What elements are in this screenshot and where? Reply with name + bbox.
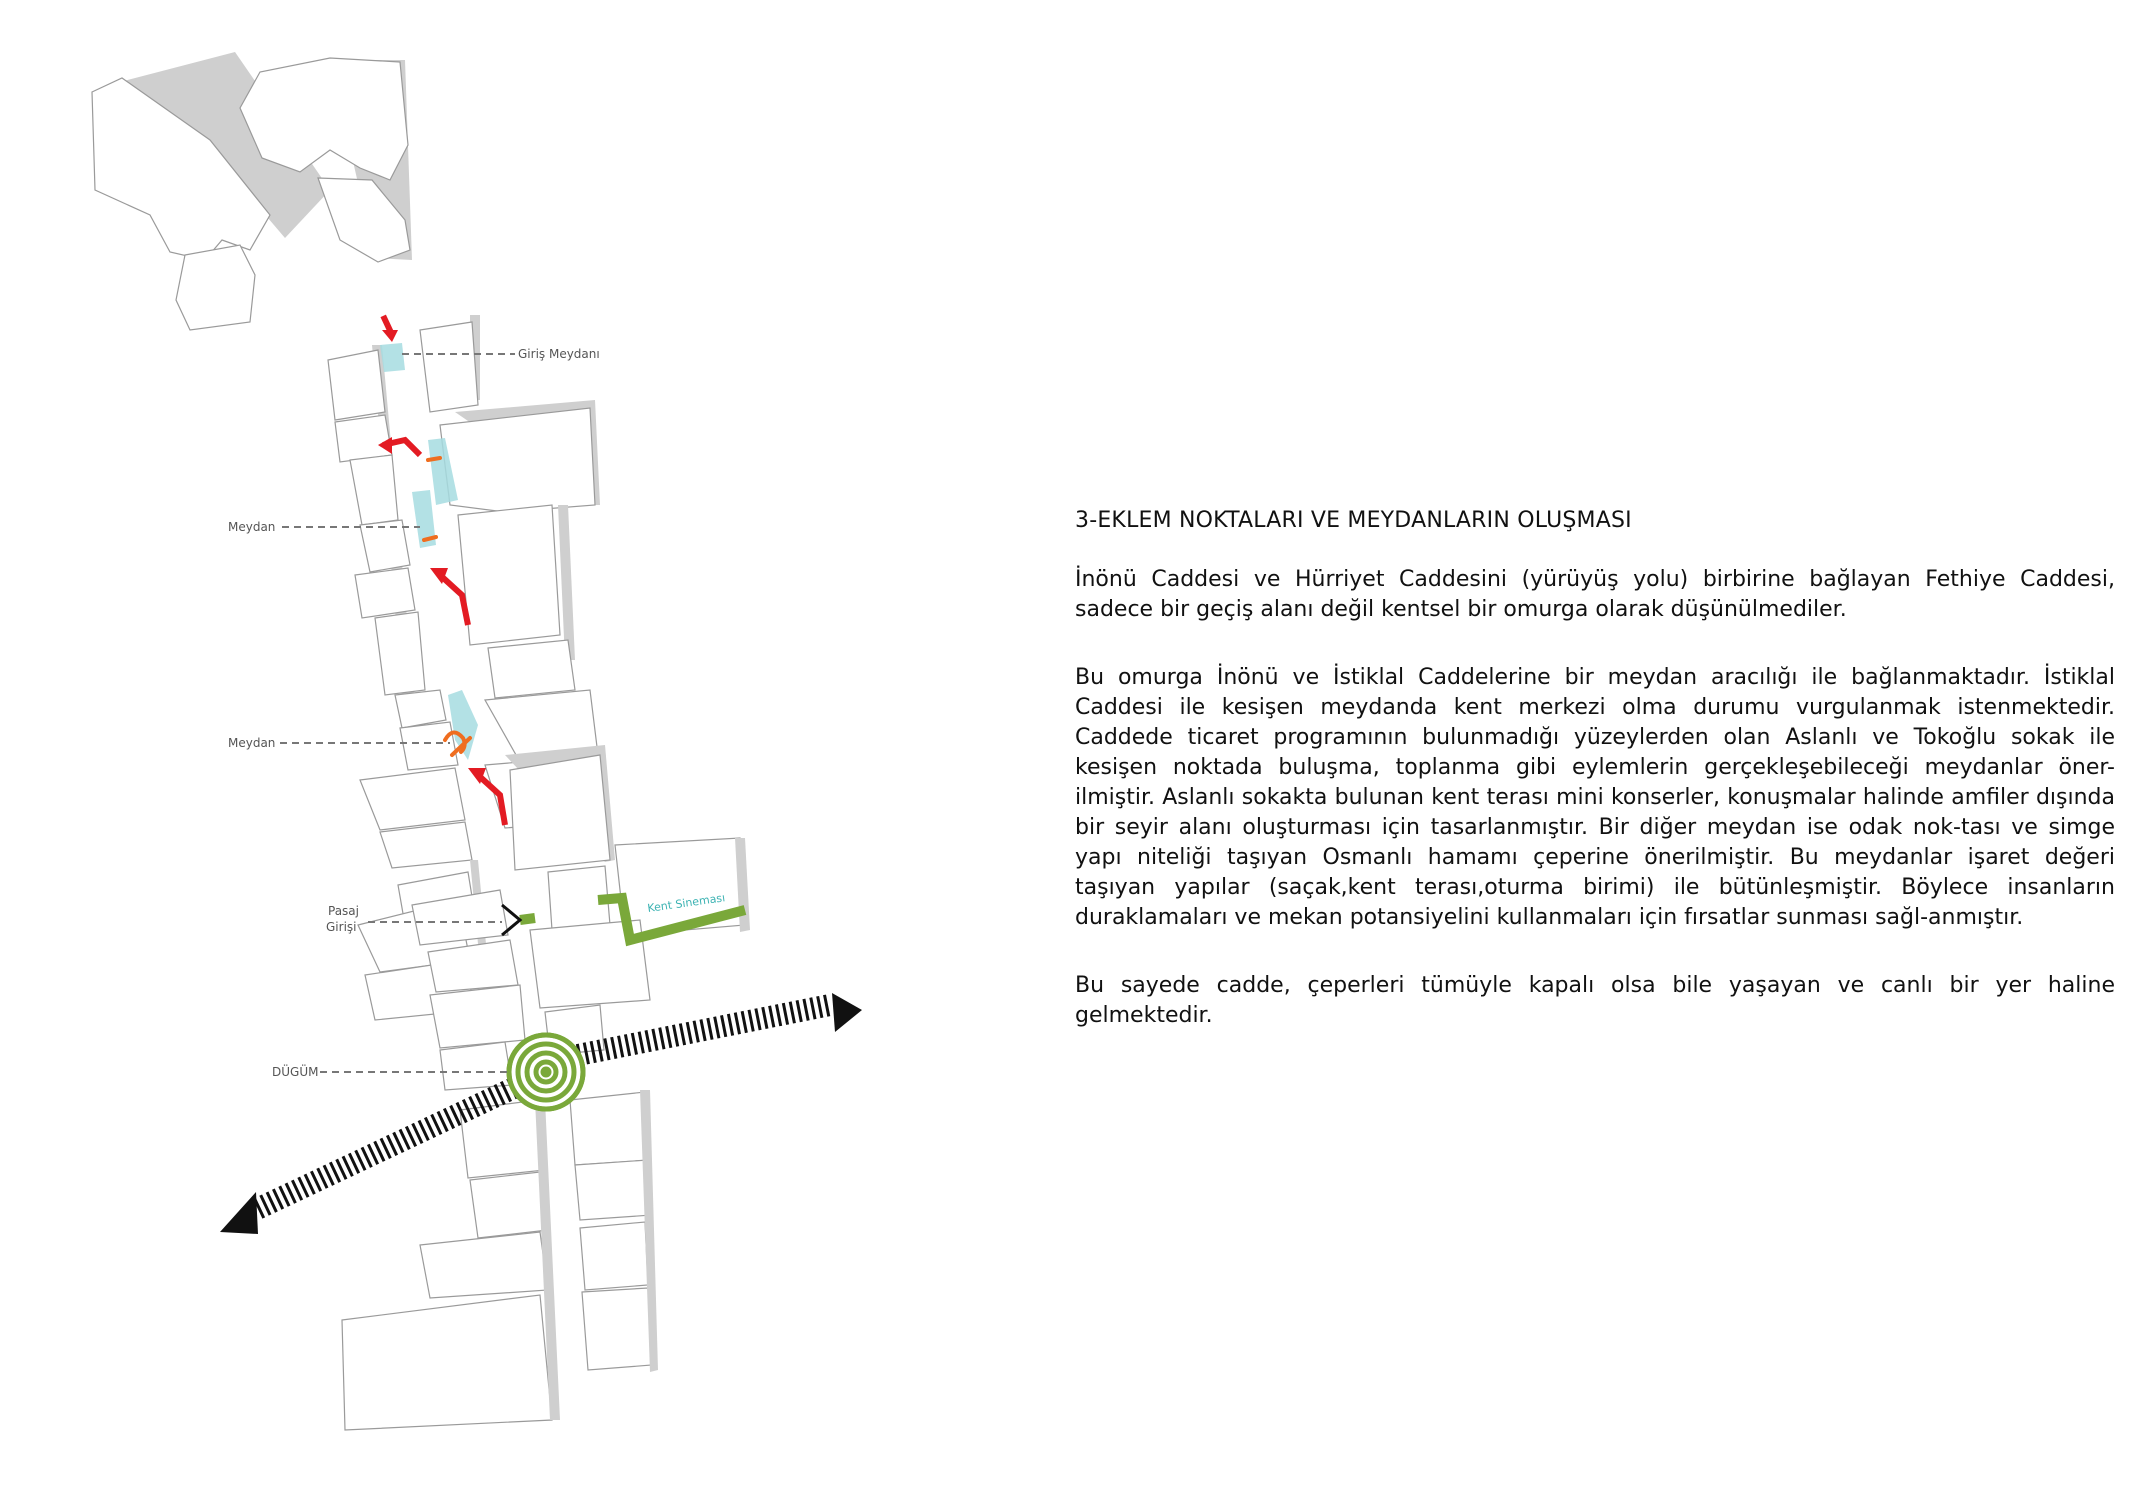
description-panel [1075, 508, 2115, 1069]
label-pasaj-line1: Pasaj [328, 904, 359, 918]
building-blocks [92, 52, 750, 1430]
label-meydan-1: Meydan [228, 520, 276, 534]
entrance-plaza [380, 343, 405, 372]
arrow-head-east-icon [832, 993, 862, 1032]
paragraph-3: Bu sayede cadde, çeperleri tümüyle kapalı olsa bile yaşayan ve canlı bir yer haline gelmektedir. [1075, 973, 2115, 1028]
label-kent-sinemasi: Kent Sineması [646, 891, 726, 915]
panel-title: 3-EKLEM NOKTALARI VE MEYDANLARIN OLUŞMASI [1075, 508, 1632, 533]
site-plan-diagram [0, 0, 1050, 1512]
label-pasaj-line2: Girişi [326, 920, 357, 934]
red-arrow-entrance [380, 315, 398, 342]
node-target-icon [509, 1035, 583, 1109]
label-dugum: DÜGÜM [272, 1065, 319, 1079]
pasaj-connector [520, 918, 535, 920]
paragraph-2: Bu omurga İnönü ve İstiklal Caddelerine bir meydan aracılığı ile bağlanmaktadır. İstiklal Caddesi ile kesişen meydanda kent merkezi olma durumu vurgulanmak istenmektedir. Caddede ticaret programının bulunmadığı yüzeylerden olan Aslanlı ve Tokoğlu sokak ile kesişen noktada buluşma, toplanma gibi eylemlerin gerçekleşebileceği meydanlar öner-ilmiştir. Aslanlı sokakta bulunan kent terası mini konserler, konuşmalar halinde amfiler dışında bir seyir alanı oluşturması için tasarlanmıştır. Bir diğer meydan ise odak nok-tası ve simge yapı niteliği taşıyan Osmanlı hamamı çeperine önerilmiştir. Bu meydanlar işaret değeri taşıyan yapılar (saçak,kent terası,oturma birimi) ile bütünleşmiştir. Böylece insanların duraklamaları ve mekan potansiyelini kullanmaları için fırsatlar sunması sağl-anmıştır. [1075, 665, 2115, 930]
arrow-head-west-icon [220, 1192, 258, 1234]
paragraph-1: İnönü Caddesi ve Hürriyet Caddesini (yürüyüş yolu) birbirine bağlayan Fethiye Caddesi, sadece bir geçiş alanı değil kentsel bir omurga olarak düşünülmediler. [1075, 567, 2115, 622]
red-arrow-plaza-1-lower [430, 568, 468, 625]
label-meydan-2: Meydan [228, 736, 276, 750]
label-giris-meydani: Giriş Meydanı [518, 347, 600, 361]
